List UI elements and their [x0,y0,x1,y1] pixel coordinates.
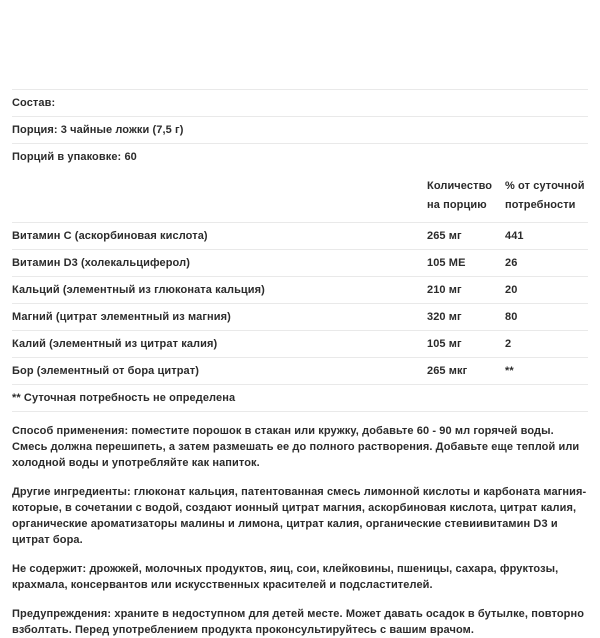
nutrient-name: Магний (цитрат элементный из магния) [12,311,231,323]
table-header-row [12,170,588,223]
nutrient-name-cell [12,358,427,385]
nutrient-name: Витамин С (аскорбиновая кислота) [12,230,208,242]
servings-per-container-row [12,144,588,170]
warnings-paragraph: Предупреждения: храните в недоступном для детей месте. Может давать осадок в бутылке, повторно взболтать. Перед употреблением продукта проконсультируйтесь с вашим врачом. [12,608,585,636]
daily-value-footnote: ** Суточная потребность не определена [12,392,236,404]
nutrient-daily-value: 441 [505,230,524,242]
nutrient-amount: 265 мкг [427,365,468,377]
daily-value-footnote-cell [12,385,588,412]
nutrient-amount: 105 мг [427,338,462,350]
nutrient-daily-value-cell [505,250,588,277]
servings-per-container-label: Порций в упаковке: 60 [12,151,137,163]
nutrient-name-cell [12,223,427,250]
nutrient-name-cell [12,331,427,358]
table-row [12,277,588,304]
nutrient-amount-cell [427,223,505,250]
header-nutrient-cell [12,170,427,223]
header-amount-line2: на порцию [427,199,487,211]
nutrient-name-cell [12,277,427,304]
nutrient-amount-cell [427,331,505,358]
nutrient-name-cell [12,304,427,331]
table-row [12,358,588,385]
nutrient-daily-value-cell [505,331,588,358]
nutrient-daily-value: 26 [505,257,518,269]
header-daily-value-cell [505,170,588,223]
directions-paragraph: Способ применения: поместите порошок в стакан или кружку, добавьте 60 - 90 мл горячей воды. Смесь должна перешипеть, а затем размешать ее до полного растворения. Добавьте еще теплой или холодной воды и употребляйте как напиток. [12,425,580,469]
nutrient-amount-cell [427,250,505,277]
nutrient-daily-value-cell [505,358,588,385]
table-row [12,223,588,250]
table-row [12,250,588,277]
nutrient-amount: 320 мг [427,311,462,323]
nutrient-amount-cell [427,304,505,331]
nutrient-daily-value: ** [505,365,514,377]
nutrient-name: Витамин D3 (холекальциферол) [12,257,190,269]
nutrient-daily-value: 2 [505,338,512,350]
nutrient-name: Кальций (элементный из глюконата кальция) [12,284,265,296]
free-from-paragraph: Не содержит: дрожжей, молочных продуктов, яиц, сои, клейковины, пшеницы, сахара, фруктозы, крахмала, консервантов или искусственных красителей и подсластителей. [12,563,559,591]
nutrient-amount: 105 МЕ [427,257,466,269]
nutrient-amount: 210 мг [427,284,462,296]
nutrient-daily-value: 80 [505,311,518,323]
serving-size-row [12,117,588,143]
nutrient-amount-cell [427,277,505,304]
nutrient-name-cell [12,250,427,277]
header-daily-value-line1: % от суточной [505,180,585,192]
other-ingredients-paragraph: Другие ингредиенты: глюконат кальция, патентованная смесь лимонной кислоты и карбоната магния-которые, в сочетании с водой, создают ионный цитрат магния, аскорбиновая кислота, цитрат калия, органические ароматизаторы малины и лимона, цитрат калия, органические стевиивитамин D3 и цитрат бора. [12,486,587,546]
top-spacer [12,0,588,89]
nutrient-daily-value-cell [505,223,588,250]
nutrition-facts-table [12,170,588,412]
nutrient-amount-cell [427,358,505,385]
composition-heading [12,90,588,116]
header-amount-cell [427,170,505,223]
serving-size-label: Порция: 3 чайные ложки (7,5 г) [12,124,184,136]
nutrient-daily-value: 20 [505,284,518,296]
header-daily-value-line2: потребности [505,199,576,211]
nutrient-daily-value-cell [505,304,588,331]
header-amount-line1: Количество [427,180,493,192]
daily-value-footnote-row [12,385,588,412]
nutrient-amount: 265 мг [427,230,462,242]
table-row [12,304,588,331]
serving-info-block [12,90,588,170]
nutrient-name: Калий (элементный из цитрат калия) [12,338,218,350]
nutrient-daily-value-cell [505,277,588,304]
table-row [12,331,588,358]
nutrient-name: Бор (элементный от бора цитрат) [12,365,200,377]
composition-heading-label: Состав: [12,97,56,109]
